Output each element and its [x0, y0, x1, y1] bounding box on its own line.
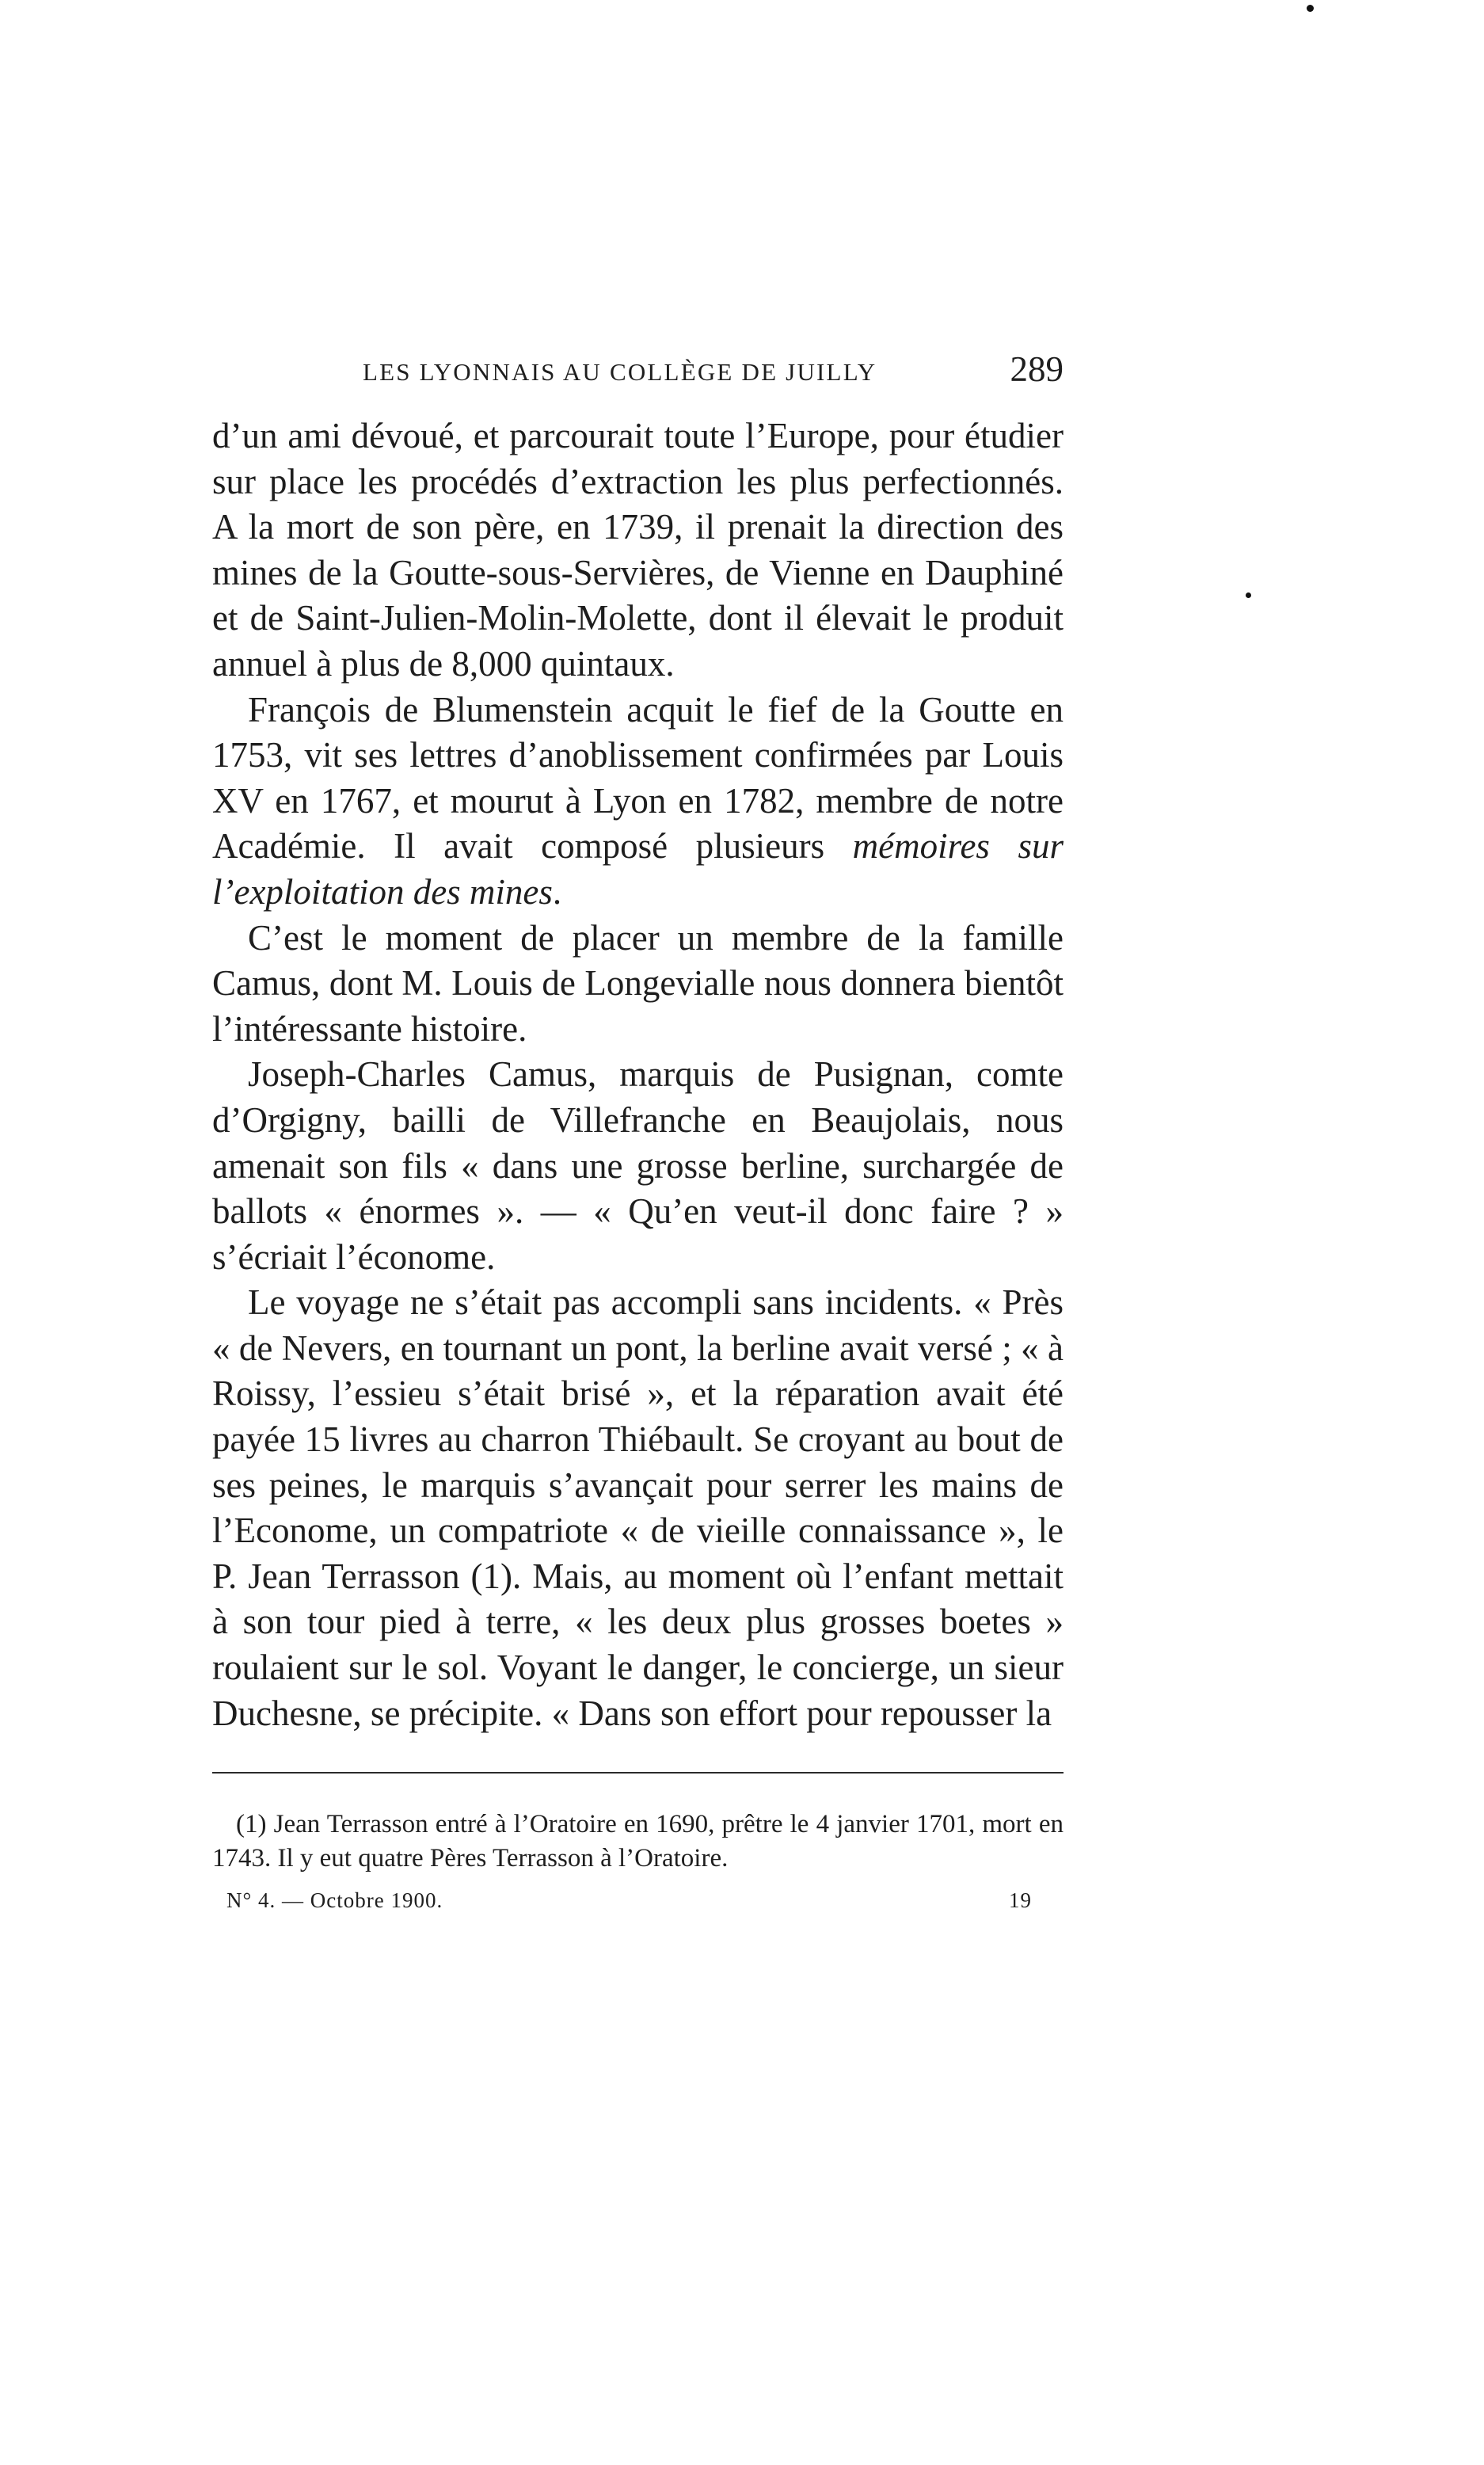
- body-text: [212, 413, 1064, 1736]
- footnote: (1) Jean Terrasson entré à l’Oratoire en 1690, prêtre le 4 janvier 1701, mort en 1743. Il y eut quatre Pères Terrasson à l’Oratoire.: [212, 1810, 1064, 1873]
- paragraph-1: d’un ami dévoué, et parcourait toute l’Europe, pour étudier sur place les procédés d’extraction les plus perfectionnés. A la mort de son père, en 1739, il prenait la direction des mines de la Goutte-sous-Servières, de Vienne en Dauphiné et de Saint-Julien-Molin-Molette, dont il élevait le produit annuel à plus de 8,000 quintaux.: [212, 416, 1064, 684]
- sheet-number: 19: [1009, 1888, 1032, 1912]
- paragraph-3: C’est le moment de placer un membre de la famille Camus, dont M. Louis de Longevialle nous donnera bientôt l’intéressante histoire.: [212, 917, 1064, 1049]
- page-number: 289: [1010, 349, 1064, 389]
- footnote-divider: [212, 1772, 1064, 1774]
- ink-speck: [1246, 592, 1251, 598]
- ink-speck: [1307, 5, 1314, 12]
- paragraph-2-text: François de Blumenstein acquit le fief de la Goutte en 1753, vit ses lettres d’anoblissement confirmées par Louis XV en 1767, et mourut à Lyon en 1782, membre de notre Académie. Il avait composé plusieurs: [212, 689, 1064, 867]
- issue-date: N° 4. — Octobre 1900.: [226, 1888, 443, 1912]
- paragraph-5: Le voyage ne s’était pas accompli sans incidents. « Près « de Nevers, en tournant un pont, la berline avait versé ; « à Roissy, l’essieu s’était brisé », et la réparation avait été payée 15 livres au charron Thiébault. Se croyant au bout de ses peines, le marquis s’avançait pour serrer les mains de l’Econome, un compatriote « de vieille connaissance », le P. Jean Terrasson (1). Mais, au moment où l’enfant mettait à son tour pied à terre, « les deux plus grosses boetes » roulaient sur le sol. Voyant le danger, le concierge, un sieur Duchesne, se précipite. « Dans son effort pour repousser la: [212, 1282, 1064, 1733]
- running-title: LES LYONNAIS AU COLLÈGE DE JUILLY: [363, 358, 877, 386]
- paragraph-2: [212, 688, 1064, 916]
- page-header: [212, 349, 1064, 396]
- paragraph-2-end: .: [552, 871, 562, 912]
- paragraph-2-italic-title: mémoires sur l’exploitation des mines: [212, 826, 1064, 912]
- paragraph-4: Joseph-Charles Camus, marquis de Pusignan, comte d’Orgigny, bailli de Villefranche en Beaujolais, nous amenait son fils « dans une grosse berline, surchargée de ballots « énormes ». — « Qu’en veut-il donc faire ? » s’écriait l’économe.: [212, 1054, 1064, 1277]
